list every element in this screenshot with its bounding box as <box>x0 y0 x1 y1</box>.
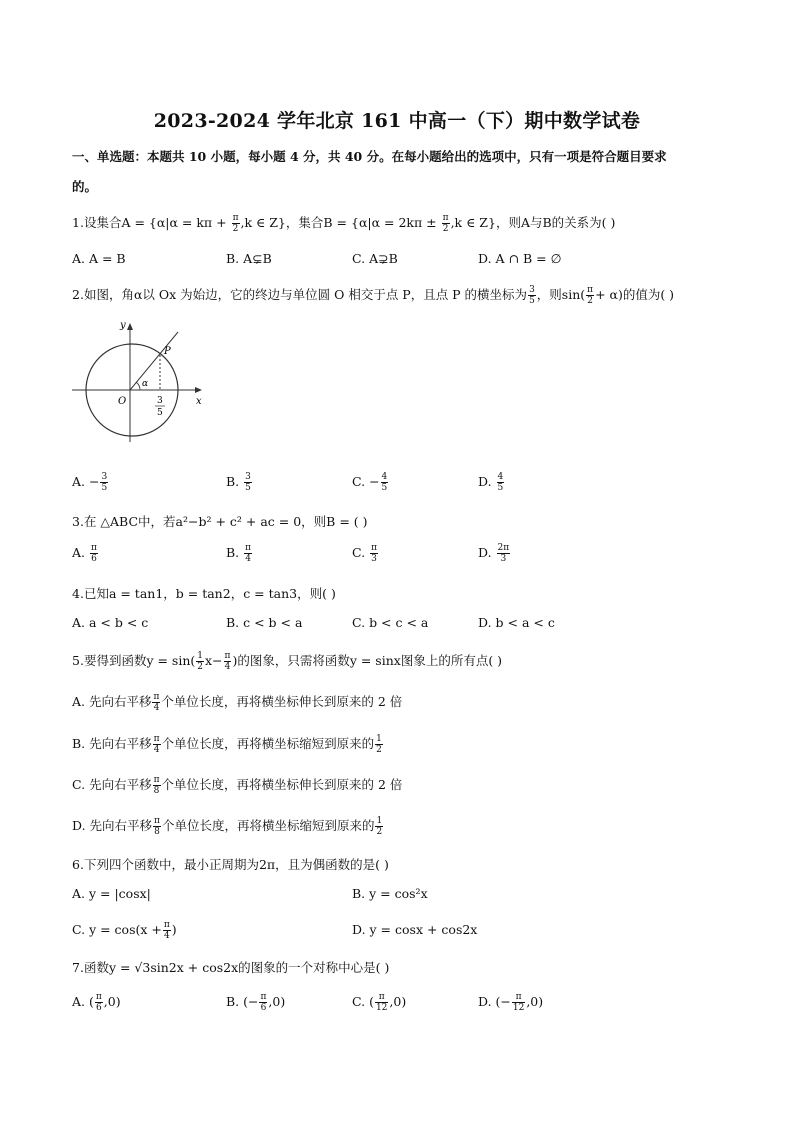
fraction: $\frac{\pi}{2}$ <box>232 213 239 234</box>
option-5b[interactable]: B. 先向右平移 $\frac{\pi}{4}$ 个单位长度，再将横坐标缩短到原来的 $\frac{1}{2}$ <box>72 734 382 755</box>
option-1c[interactable]: C. A⊋B <box>352 251 398 266</box>
option-5d[interactable]: D. 先向右平移 $\frac{\pi}{8}$ 个单位长度，再将横坐标缩短到原来的 $\frac{1}{2}$ <box>72 816 383 837</box>
point-p-label: P <box>164 346 171 357</box>
tick-num: 3 <box>157 396 163 406</box>
question-5: 5.要得到函数y = sin( $\frac{1}{2}$ x− $\frac{\pi}{4}$ )的图象，只需将函数y = sinx图象上的所有点( ) <box>72 651 503 672</box>
option-7d[interactable]: D. (− $\frac{\pi}{12}$ ,0) <box>478 992 544 1013</box>
option-7b[interactable]: B. (− $\frac{\pi}{6}$ ,0) <box>226 992 286 1013</box>
option-4d[interactable]: D. b < a < c <box>478 615 555 630</box>
option-4a[interactable]: A. a < b < c <box>72 615 149 630</box>
option-3c[interactable]: C. $\frac{\pi}{3}$ <box>352 543 377 564</box>
alpha-label: α <box>142 379 149 389</box>
question-4: 4.已知a = tan1，b = tan2，c = tan3，则( ) <box>72 586 336 601</box>
x-arrow-icon <box>195 387 202 393</box>
option-5c[interactable]: C. 先向右平移 $\frac{\pi}{8}$ 个单位长度，再将横坐标伸长到原来的 2 倍 <box>72 775 403 796</box>
question-6: 6.下列四个函数中，最小正周期为2π，且为偶函数的是( ) <box>72 857 389 872</box>
section-heading: 一、单选题：本题共 10 小题，每小题 4 分，共 40 分。在每小题给出的选项中，只有一项是符合题目要求 <box>72 149 667 164</box>
unit-circle-figure <box>68 318 208 448</box>
terminal-side <box>130 332 178 390</box>
option-7a[interactable]: A. ( $\frac{\pi}{6}$ ,0) <box>72 992 121 1013</box>
option-4b[interactable]: B. c < b < a <box>226 615 303 630</box>
option-6b[interactable]: B. y = cos²x <box>352 886 428 901</box>
option-5a[interactable]: A. 先向右平移 $\frac{\pi}{4}$ 个单位长度，再将横坐标伸长到原来的 2 倍 <box>72 692 403 713</box>
page-title: 2023-2024 学年北京 161 中高一（下）期中数学试卷 <box>153 110 641 132</box>
option-7c[interactable]: C. ( $\frac{\pi}{12}$ ,0) <box>352 992 407 1013</box>
x-label: x <box>196 396 202 407</box>
question-3: 3.在 △ABC中，若a²−b² + c² + ac = 0，则B = ( ) <box>72 514 368 529</box>
option-2a[interactable]: A. − $\frac{3}{5}$ <box>72 472 108 493</box>
option-2c[interactable]: C. − $\frac{4}{5}$ <box>352 472 388 493</box>
option-2d[interactable]: D. $\frac{4}{5}$ <box>478 472 504 493</box>
option-3d[interactable]: D. $\frac{2\pi}{3}$ <box>478 543 510 564</box>
option-4c[interactable]: C. b < c < a <box>352 615 429 630</box>
origin-label: O <box>118 396 127 407</box>
section-heading-cont: 的。 <box>72 179 98 194</box>
option-2b[interactable]: B. $\frac{3}{5}$ <box>226 472 251 493</box>
fraction: $\frac{3}{5}$ <box>529 285 535 306</box>
option-1d[interactable]: D. A ∩ B = ∅ <box>478 251 562 266</box>
angle-arc <box>136 382 140 390</box>
option-6d[interactable]: D. y = cosx + cos2x <box>352 922 478 937</box>
fraction: $\frac{\pi}{2}$ <box>442 213 449 234</box>
option-3a[interactable]: A. $\frac{\pi}{6}$ <box>72 543 97 564</box>
question-1: 1.设集合A = {α|α = kπ + $\frac{\pi}{2}$ ,k ∈ Z}，集合B = {α|α = 2kπ ± $\frac{\pi}{2}$ ,k ∈ Z}，则A与B的关系为( ) <box>72 213 616 234</box>
fraction: $\frac{1}{2}$ <box>197 651 203 672</box>
question-7: 7.函数y = √3sin2x + cos2x的图象的一个对称中心是( ) <box>72 960 390 975</box>
y-label: y <box>120 320 126 331</box>
option-6a[interactable]: A. y = |cosx| <box>72 886 151 901</box>
option-1b[interactable]: B. A⊊B <box>226 251 272 266</box>
question-2: 2.如图，角α以 Ox 为始边，它的终边与单位圆 O 相交于点 P，且点 P 的横坐标为 $\frac{3}{5}$ ，则sin( $\frac{\pi}{2}$ + α)的值为( ) <box>72 285 675 306</box>
fraction: $\frac{\pi}{2}$ <box>587 285 594 306</box>
y-arrow-icon <box>127 323 133 330</box>
option-6c[interactable]: C. y = cos(x + $\frac{\pi}{4}$ ) <box>72 920 177 941</box>
fraction: $\frac{\pi}{4}$ <box>224 651 231 672</box>
option-3b[interactable]: B. $\frac{\pi}{4}$ <box>226 543 252 564</box>
tick-den: 5 <box>157 408 163 418</box>
option-1a[interactable]: A. A = B <box>72 251 126 266</box>
